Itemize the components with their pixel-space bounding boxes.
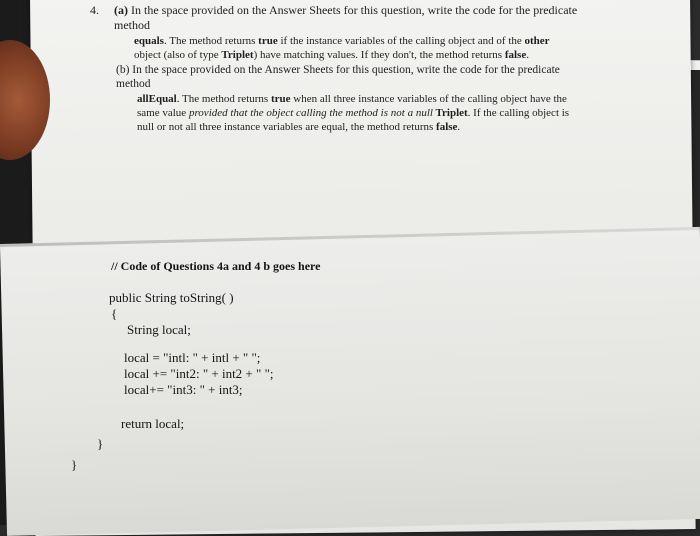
answer-sheet [0, 229, 700, 536]
part-b-desc-1: allEqual. The method returns true when all three instance variables of the calling object have the [137, 93, 567, 105]
part-a-text: (a) In the space provided on the Answer Sheets for this question, write the code for the predicate [114, 3, 578, 17]
code-declaration: String local; [127, 322, 191, 337]
part-a-label: (a) [114, 3, 128, 17]
code-line-3: local+= "int3: " + int3; [124, 382, 243, 397]
part-b-desc-3: null or not all three instance variables are equal, the method returns false. [137, 121, 461, 133]
part-b-text: (b) In the space provided on the Answer Sheets for this question, write the code for the predicate [116, 64, 560, 76]
part-b-desc-2: same value provided that the object calling the method is not a null Triplet. If the calling object is [137, 107, 570, 119]
code-return: return local; [121, 416, 185, 431]
code-open-brace: { [111, 306, 118, 321]
code-close-brace-outer: } [71, 457, 78, 472]
question-number: 4. [90, 3, 99, 17]
part-a-desc-1: equals. The method returns true if the instance variables of the calling object and of the other [134, 35, 550, 47]
part-a-desc-2: object (also of type Triplet) have matching values. If they don't, the method returns false. [134, 49, 529, 61]
code-comment: // Code of Questions 4a and 4 b goes here [111, 259, 321, 273]
code-line-1: local = "intl: " + intl + " "; [124, 350, 261, 365]
code-signature: public String toString( ) [109, 290, 234, 305]
part-b-method-word: method [116, 78, 151, 90]
code-close-brace-inner: } [97, 436, 104, 451]
code-line-2: local += "int2: " + int2 + " "; [124, 366, 274, 381]
part-a-method-word: method [114, 18, 150, 32]
